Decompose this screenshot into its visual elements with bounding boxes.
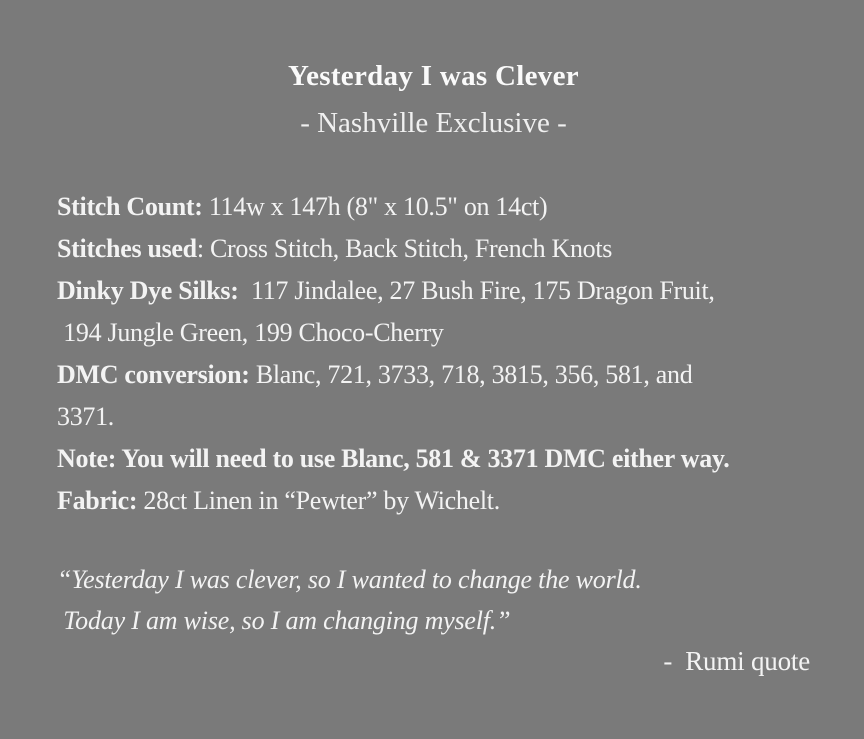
dinky-dye-silks-value: 117 Jindalee, 27 Bush Fire, 175 Dragon Fruit, bbox=[238, 276, 715, 305]
pattern-details bbox=[57, 186, 810, 522]
rumi-quote-block bbox=[57, 559, 810, 682]
quote-line-2: Today I am wise, so I am changing myself.” bbox=[57, 606, 511, 635]
note-line bbox=[57, 438, 810, 480]
dmc-conversion-label: DMC conversion: bbox=[57, 360, 250, 389]
fabric-label: Fabric: bbox=[57, 486, 138, 515]
dinky-dye-silks-label: Dinky Dye Silks: bbox=[57, 276, 239, 305]
fabric-value: 28ct Linen in “Pewter” by Wichelt. bbox=[137, 486, 500, 515]
fabric-line bbox=[57, 480, 810, 522]
stitch-count-value: 114w x 147h (8" x 10.5" on 14ct) bbox=[202, 192, 548, 221]
stitches-used-value: : Cross Stitch, Back Stitch, French Knots bbox=[196, 234, 613, 263]
dmc-conversion-continued-line bbox=[57, 396, 810, 438]
dmc-conversion-value: Blanc, 721, 3733, 718, 3815, 356, 581, and bbox=[249, 360, 693, 389]
dmc-conversion-line bbox=[57, 354, 810, 396]
quote-line-1: “Yesterday I was clever, so I wanted to change the world. bbox=[57, 565, 642, 594]
page-subtitle: - Nashville Exclusive - bbox=[300, 107, 567, 139]
header bbox=[57, 58, 810, 141]
stitch-count-line bbox=[57, 186, 810, 228]
dmc-conversion-continued-value: 3371. bbox=[57, 402, 115, 431]
stitches-used-label: Stitches used bbox=[57, 234, 197, 263]
dinky-dye-silks-line bbox=[57, 270, 810, 312]
dinky-dye-silks-continued-value: 194 Jungle Green, 199 Choco-Cherry bbox=[57, 318, 444, 347]
quote-attribution: - Rumi quote bbox=[663, 646, 810, 676]
dinky-dye-silks-continued-line bbox=[57, 312, 810, 354]
stitches-used-line bbox=[57, 228, 810, 270]
note-text: Note: You will need to use Blanc, 581 & 3371 DMC either way. bbox=[57, 444, 730, 473]
page-title: Yesterday I was Clever bbox=[288, 60, 579, 92]
stitch-count-label: Stitch Count: bbox=[57, 192, 203, 221]
